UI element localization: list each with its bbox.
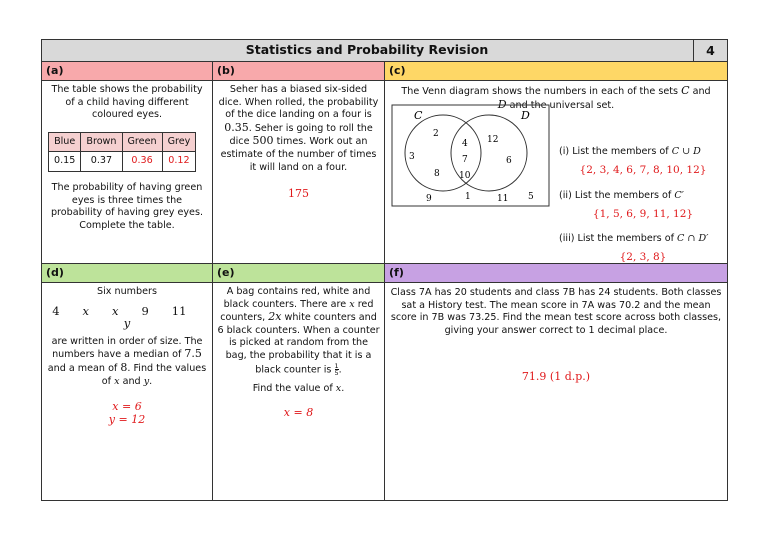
question-a-header: (a)	[42, 62, 212, 81]
venn-question-text: (ii) List the members of	[559, 190, 672, 201]
question-c-intro: and	[692, 86, 711, 97]
table-header: Brown	[81, 132, 122, 152]
question-e-text: A bag contains red, white and black counters. There are	[223, 286, 371, 310]
table-cell-answer: 0.12	[162, 152, 196, 172]
eye-colour-table	[48, 132, 196, 172]
question-b-header: (b)	[213, 62, 384, 81]
question-d-text: and	[122, 375, 141, 387]
venn-value: 4	[462, 139, 468, 149]
page-title: Statistics and Probability Revision	[245, 42, 489, 57]
variable-x: x	[114, 375, 120, 387]
question-b-text: . Seher is going to roll the dice	[229, 122, 373, 148]
question-d-text: and a mean of	[47, 362, 118, 374]
question-e-header: (e)	[213, 264, 384, 283]
question-a	[42, 62, 213, 264]
venn-question-text: (i) List the members of	[559, 146, 669, 157]
set-d: D	[497, 97, 507, 111]
title-bar	[42, 40, 727, 62]
venn-question-text: (iii) List the members of	[559, 233, 674, 244]
question-e-text: Find the value of	[252, 382, 333, 394]
venn-value: 8	[434, 169, 440, 179]
question-f-answer: 71.9 (1 d.p.)	[521, 370, 591, 384]
number-item: x	[82, 303, 90, 318]
question-d-header: (d)	[42, 264, 212, 283]
venn-question-expr: C′	[674, 190, 684, 201]
question-d-answer-x: x = 6	[112, 400, 142, 414]
number-item: 11	[171, 303, 187, 318]
venn-value: 3	[409, 152, 415, 162]
question-f	[385, 264, 727, 500]
venn-value: 2	[433, 129, 439, 139]
table-cell-answer: 0.36	[122, 152, 162, 172]
venn-value: 9	[426, 194, 432, 204]
fraction-denominator: 5	[334, 368, 339, 377]
fraction	[335, 363, 339, 376]
number-item: 9	[141, 303, 149, 318]
venn-question-expr: C ∪ D	[671, 146, 701, 157]
revision-sheet	[41, 39, 728, 501]
table-header: Green	[122, 132, 162, 152]
venn-question-expr: C ∩ D′	[677, 233, 709, 244]
table-header: Grey	[162, 132, 196, 152]
question-d-text: . Find the values of	[101, 362, 207, 387]
question-f-text: Class 7A has 20 students and class 7B has 24 students. Both classes sat a History test. The mean score in 7A was 70.2 and the mean score in 7B was 73.25. Find the mean test score across both classes, giving your answer correct to 1 decimal place.	[390, 287, 722, 336]
question-a-outro: The probability of having green eyes is three times the probability of having grey eyes. Complete the table.	[50, 181, 204, 231]
question-d-text: are written in order of size. The numbers have a median of	[51, 335, 203, 361]
venn-value: 6	[506, 156, 512, 166]
venn-question-2	[559, 190, 727, 220]
question-c-intro: The Venn diagram shows the numbers in each of the sets	[401, 86, 679, 97]
variable-x: x	[335, 382, 342, 394]
rolls-value: 500	[252, 134, 274, 148]
number-list	[46, 305, 208, 330]
question-c	[385, 62, 727, 264]
question-b	[213, 62, 385, 264]
venn-value: 11	[497, 194, 509, 204]
question-c-intro: and the universal set.	[509, 99, 615, 111]
venn-diagram	[391, 104, 551, 212]
page-number: 4	[693, 40, 727, 61]
venn-value: 1	[465, 192, 471, 202]
set-d-label: D	[521, 109, 530, 122]
table-cell: 0.15	[49, 152, 81, 172]
question-b-text: Seher has a biased six-sided dice. When rolled, the probability of the dice landing on a four is	[218, 84, 379, 121]
set-c: C	[681, 84, 690, 97]
question-e: (e) A bag contains red, white and black counters. There are x red counters, 2x white counters and 6 black counters. When a counter is picked at random from the bag, the probability that it is a black counter is $\frac{1}{5}$ . Find the value of x. x = 8	[213, 264, 385, 500]
venn-answer-3: {2, 3, 8}	[619, 251, 667, 263]
question-b-answer: 175	[288, 187, 309, 201]
venn-question-1	[559, 146, 727, 176]
venn-question-3	[559, 233, 727, 263]
number-item: y	[123, 316, 131, 331]
question-e-text: white counters and 6 black counters. When a counter is picked at random from the bag, the probability that it is a black counter is	[217, 312, 380, 376]
number-item: x	[112, 303, 119, 318]
question-b-text: times. Work out an estimate of the number of times it will land on a four.	[220, 136, 377, 173]
number-item: 4	[52, 303, 60, 318]
venn-answer-2: {1, 5, 6, 9, 11, 12}	[592, 208, 694, 220]
mean-value: 8	[120, 360, 128, 374]
venn-answer-1: {2, 3, 4, 6, 7, 8, 10, 12}	[579, 164, 707, 176]
variable-x: x	[349, 298, 355, 310]
variable-y: y	[143, 375, 150, 387]
white-count: 2x	[268, 310, 282, 324]
venn-value: 7	[462, 155, 468, 165]
question-f-header: (f)	[385, 264, 727, 283]
question-a-intro: The table shows the probability of a child having different coloured eyes.	[51, 84, 203, 121]
question-d: (d) Six numbers 4 x x 9 11 y are written in order of size. The numbers have a median of 7.5 and a mean of 8. Find the values of x and y. x = 6 y = 12	[42, 264, 213, 500]
median-value: 7.5	[184, 347, 202, 361]
venn-svg	[391, 104, 551, 208]
set-c-label: C	[414, 109, 423, 122]
probability-value: 0.35	[224, 120, 249, 134]
question-e-answer: x = 8	[283, 406, 314, 420]
table-cell: 0.37	[81, 152, 122, 172]
fraction-numerator: 1	[334, 361, 339, 370]
venn-value: 12	[487, 135, 499, 145]
table-header: Blue	[49, 132, 81, 152]
question-e-text: red counters,	[220, 298, 374, 324]
question-d-answer-y: y = 12	[108, 413, 146, 427]
question-c-header: (c)	[385, 62, 727, 81]
venn-value: 5	[528, 192, 534, 202]
question-d-intro: Six numbers	[97, 286, 157, 297]
venn-value: 10	[459, 171, 471, 181]
